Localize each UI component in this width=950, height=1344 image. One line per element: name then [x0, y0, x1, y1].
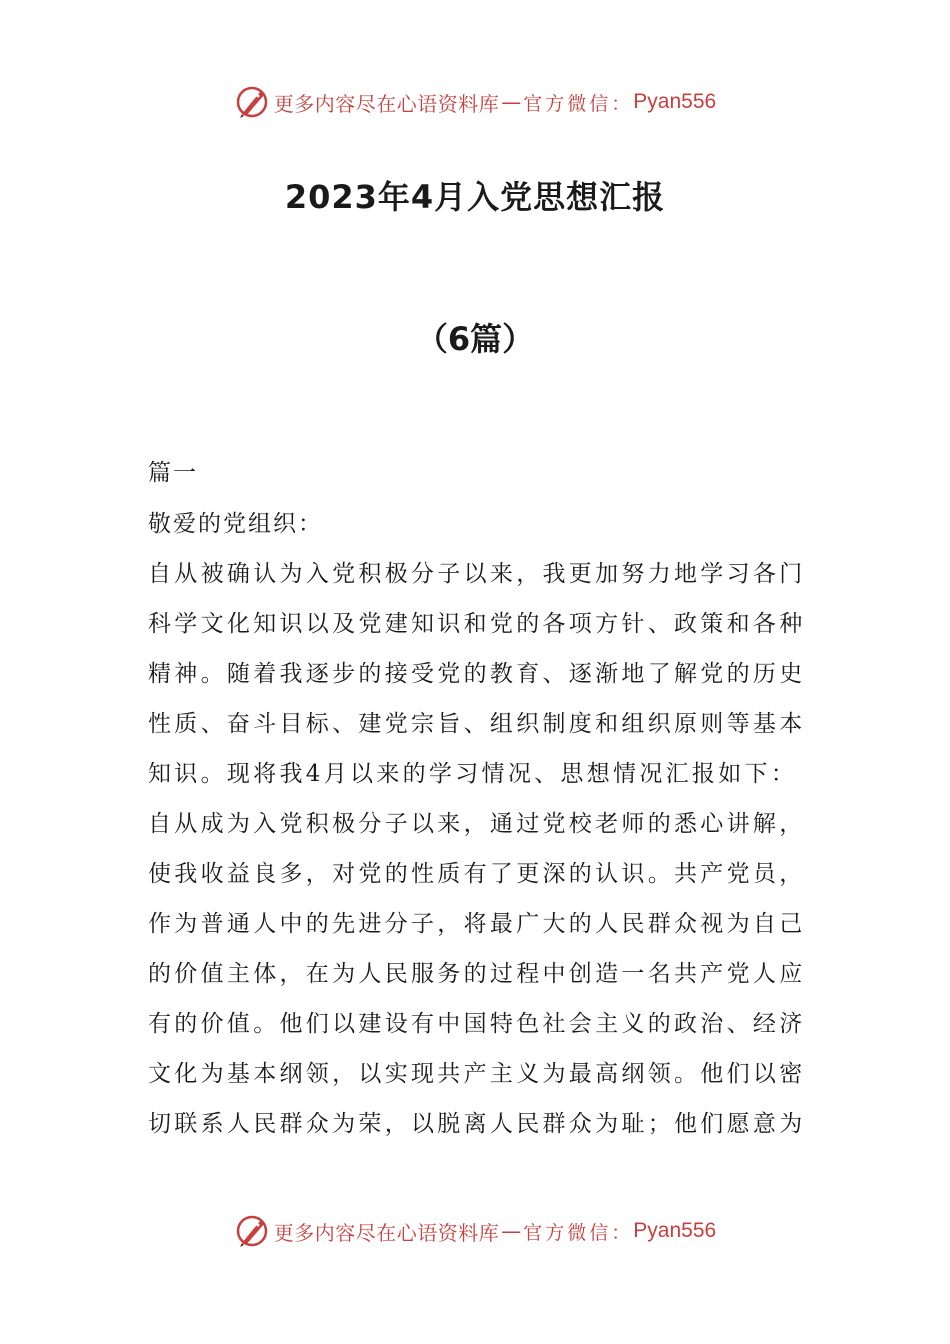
- body-line: 自从成为入党积极分子以来，通过党校老师的悉心讲解，: [148, 811, 806, 837]
- document-title: 2023年4月入党思想汇报: [284, 178, 666, 216]
- body-line: 作为普通人中的先进分子，将最广大的人民群众视为自己: [148, 911, 806, 937]
- body-line: 切联系人民群众为荣，以脱离人民群众为耻；他们愿意为: [148, 1111, 806, 1137]
- body-line: 自从被确认为入党积极分子以来，我更加努力地学习各门: [148, 561, 806, 587]
- body-line: 精神。随着我逐步的接受党的教育、逐渐地了解党的历史: [148, 661, 806, 687]
- watermark-footer: [0, 1211, 950, 1251]
- watermark-separator: —: [501, 90, 522, 114]
- watermark-separator: —: [501, 1219, 522, 1243]
- body-line: 文化为基本纲领，以实现共产主义为最高纲领。他们以密: [148, 1061, 806, 1087]
- watermark-wechat-id: Pyan556: [633, 1219, 717, 1242]
- body-line: 知识。现将我4月以来的学习情况、思想情况汇报如下：: [148, 761, 798, 787]
- body-line: 有的价值。他们以建设有中国特色社会主义的政治、经济: [148, 1011, 806, 1037]
- watermark-text: 更多内容尽在心语资料库: [273, 91, 500, 116]
- body-line: 性质、奋斗目标、建党宗旨、组织制度和组织原则等基本: [148, 711, 806, 737]
- watermark-label: 官方微信：: [523, 1221, 634, 1244]
- watermark-wechat-id: Pyan556: [633, 90, 717, 113]
- document-subtitle: （6篇）: [415, 320, 535, 358]
- pen-logo-icon: [234, 1213, 270, 1249]
- body-line: 科学文化知识以及党建知识和党的各项方针、政策和各种: [148, 611, 806, 637]
- watermark-text: 更多内容尽在心语资料库: [273, 1220, 500, 1245]
- body-line: 使我收益良多，对党的性质有了更深的认识。共产党员，: [148, 861, 806, 887]
- watermark-header: [0, 82, 950, 122]
- body-line: 的价值主体，在为人民服务的过程中创造一名共产党人应: [148, 961, 806, 987]
- salutation: 敬爱的党组织：: [148, 511, 323, 537]
- watermark-label: 官方微信：: [523, 92, 634, 115]
- section-heading: 篇一: [148, 460, 198, 486]
- pen-logo-icon: [234, 84, 270, 120]
